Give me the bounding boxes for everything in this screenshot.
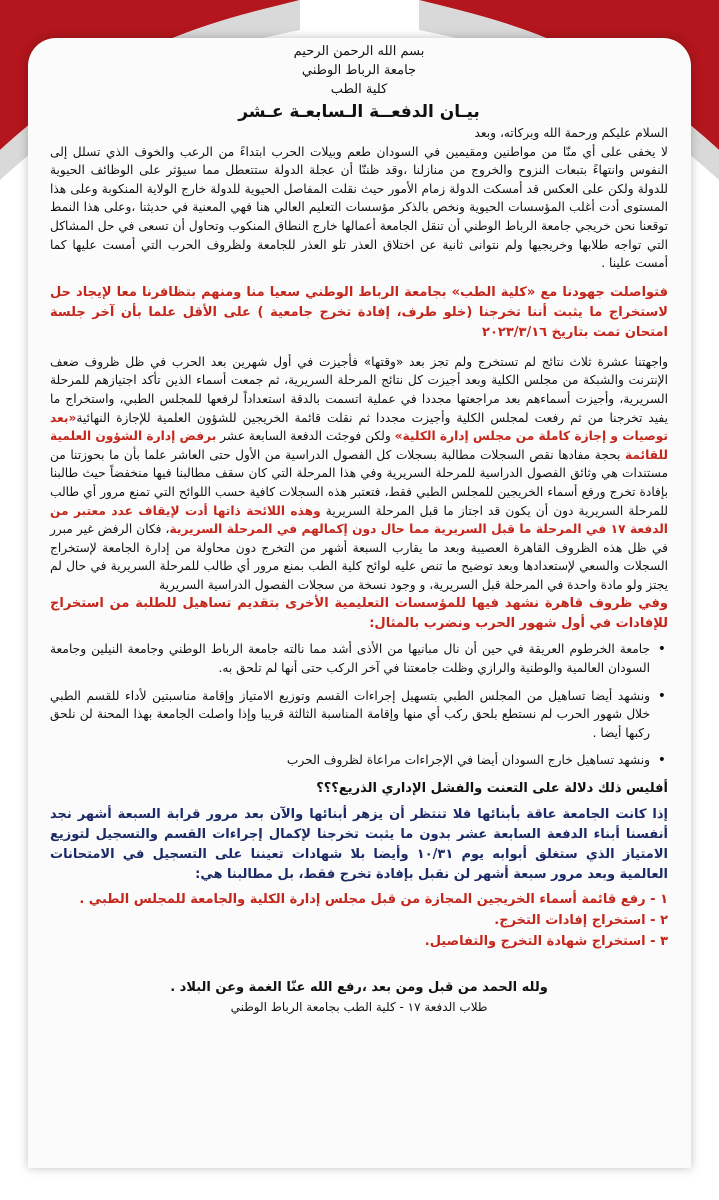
main-text-4: ، فكان الرفض غير مبرر في ظل هذه الظروف القاهرة العصيبة وبعد ما يقارب السبعة أشهر من التخرج دون محاولة من إدارة الجامعة لإستخراج السجلات والسعي لإستعدادها وبعد توضيح ما تنص عليه لوائح كلية الطب بمنع مرور أي طالب للمرحلة السريرية في حال لم يجتز ولو مادة واحدة في المرحلة قبل السريرية، و وجود نسخة من سجلات الفصول الدراسية السريرية: [50, 522, 668, 592]
efforts-paragraph: فتواصلت جهودنا مع «كلية الطب» بجامعة الرباط الوطني سعيا منا ومنهم بتظافرنا معا لإيجاد حل لاستخراج ما يثبت أننا تخرجنا (خلو طرف، إفادة تخرج جامعية ) على الأقل علما بأن آخر جلسة امتحان تمت بتاريخ ٢٠٢٣/٣/١٦: [50, 284, 668, 340]
demand-item-2: ٢ - استخراج إفادات التخرج.: [494, 913, 668, 929]
main-text-1: واجهتنا عشرة ثلاث نتائج لم تستخرج ولم تجز بعد «وقتها» فأجيزت في أول شهرين بعد الحرب في ظل ظروف ضعف الإنترنت والشبكة من مجلس الكلية وبعد أجيزت كل نتائج المرحلة السريرية، ثم جمعت أسماء الذين تأكد اجتيازهم للمرحلة السريرية، وأجيزت أسماءهم بعد مراجعتها مجددا في عملية اتسمت بالدقة استعداداً لرفعها للمجلس الطبي، واستخراج ما يفيد تخرجنا من ثم رفعت لمجلس الكلية وأجيزت مجددا ثم نقلت قائمة الخريجين للشؤون العلمية للإجازة النهائية: [50, 354, 668, 425]
main-paragraph: [50, 353, 668, 595]
intro-paragraph: لا يخفى على أي منّا من مواطنين ومقيمين في السودان طعم وبيلات الحرب ابتداءً من الرعب والخوف الذي تسلل إلى النفوس وانتهاءً بتبعات النزوح والخروج من منازلنا ،وقد ظننّا أن عجلة الدولة ستتعطل مما سيؤثر على الوظائف الحيوية للدولة ولكن على العكس قد أمسكت الدولة زمام الأمور حيث نقلت المفاصل الحيوية للدولة خارج الولاية المنكوبة وعلى هذا المستوى أدت أغلب المؤسسات الحيوية ونخص بالذكر مؤسسات التعليم العالي هنا فهي المعنية في حديثنا ،وعلى هذا النمط توقعنا نحن خريجي جامعة الرباط الوطني أن تنقل الجامعة أعمالها خارج النطاق المنكوب وتحاول أن تسعى في حل المشاكل التي تواجه طلابها وخريجيها ولم نتوانى ثانية عن اختلاق العذر تلو العذر للجامعة ولظروف الحرب التي أمست عليها كما أمست علينا .: [50, 144, 668, 271]
greeting: السلام عليكم ورحمة الله وبركاته، وبعد: [474, 126, 668, 140]
question-heading: أفليس ذلك دلالة على التعنت والفشل الإداري الذريع؟؟؟: [316, 781, 668, 797]
statement-content: [50, 42, 668, 1016]
faculty-name: كلية الطب: [330, 82, 388, 97]
list-item: • جامعة الخرطوم العريقة في حين أن نال مبانيها من الأذى أشد مما نالته جامعة الرباط الوطني وجامعة النيلين وجامعة السودان العالمية والوطنية والرازي وظلت جامعتنا في آخر الركب حتى أنها لم تلحق به.: [50, 640, 650, 677]
basmala: بسم الله الرحمن الرحيم: [293, 44, 425, 59]
signature: طلاب الدفعة ١٧ - كلية الطب بجامعة الرباط الوطني: [230, 1000, 488, 1015]
closing-prayer: ولله الحمد من قبل ومن بعد ،رفع الله عنّا الغمة وعن البلاد .: [170, 980, 548, 996]
highlight-regulation: وهذه اللائحة ذاتها أدت لإيقاف عدد معتبر من الدفعة ١٧ في المرحلة ما قبل السريرية مما حال دون إكمالهم في المرحلة السريرية: [50, 503, 668, 537]
list-item: • ونشهد أيضا تساهيل من المجلس الطبي بتسهيل إجراءات القسم وتوزيع الامتياز وإقامة مناسبتين لأداء للقسم الطبي خلال شهور الحرب لم نستطع بلحق ركب أي منها وإقامة المناسبة الثالثة قريبا وإذا واصلت الجامعة بهذا المحنة لن نلحق ركبها أيضا .: [50, 687, 650, 743]
page-title: بيـان الدفعــة الـسابعـة عـشر: [238, 102, 480, 122]
highlight-other-institutions: وفي ظروف قاهرة نشهد فيها للمؤسسات التعليمية الأخرى بتقديم تساهيل للطلبة من استخراج للإفادات في أول شهور الحرب ونضرب بالمثال:: [50, 596, 668, 632]
highlight-rejection: برفض إدارة الشؤون العلمية للقائمة: [50, 429, 668, 462]
conclusion-paragraph: إذا كانت الجامعة عاقة بأبنائها فلا تنتظر أن يزهر أبنائها والآن بعد مرور قرابة السبعة أشهر نجد أنفسنا أبناء الدفعة السابعة عشر بدون ما يثبت تخرجنا لإكمال إجراءات القسم والتسجيل لتوزيع الامتياز الذي ستغلق أبوابه يوم ١٠/٣١ وأيضا بلا شهادات تعيننا على التسجيل في الامتحانات العالمية وبعد مرور سبعة أشهر لن نقبل بإفادة تخرج فقط، بل مطالبنا هي:: [50, 807, 668, 883]
list-item: • ونشهد تساهيل خارج السودان أيضا في الإجراءات مراعاة لظروف الحرب: [50, 751, 650, 770]
main-text-3: بحجة مفادها نقص السجلات مطالبة بسجلات كل الفصول الدراسية من الأول حتى العاشر علما بأن ما بحوزتنا من مستندات هي وثائق الفصول الدراسية للمرحلة السريرية وفي هذا المرحلة التي كان سقف مطالبنا فيها منخفضاً حيث طالبنا بإفادة تخرج ورفع أسماء الخريجين للمجلس الطبي فقط، فتعتبر هذه السجلات كافية حسب اللوائح التي تمنع مرور أي طالب للمرحلة السريرية دون أن يكون قد اجتاز ما قبل المرحلة السريرية: [50, 447, 668, 518]
demand-item-3: ٣ - استخراج شهادة التخرج والتفاصيل.: [424, 934, 668, 950]
examples-list: [50, 640, 668, 770]
demand-item-1: ١ - رفع قائمة أسماء الخريجين المجازة من قبل مجلس إدارة الكلية والجامعة للمجلس الطبي .: [79, 892, 668, 908]
university-name: جامعة الرباط الوطني: [301, 63, 417, 78]
main-text-2: ولكن فوجئت الدفعة السابعة عشر: [216, 429, 395, 444]
highlight-approval: «بعد توصيات و إجازة كاملة من مجلس إدارة الكلية»: [50, 410, 669, 444]
